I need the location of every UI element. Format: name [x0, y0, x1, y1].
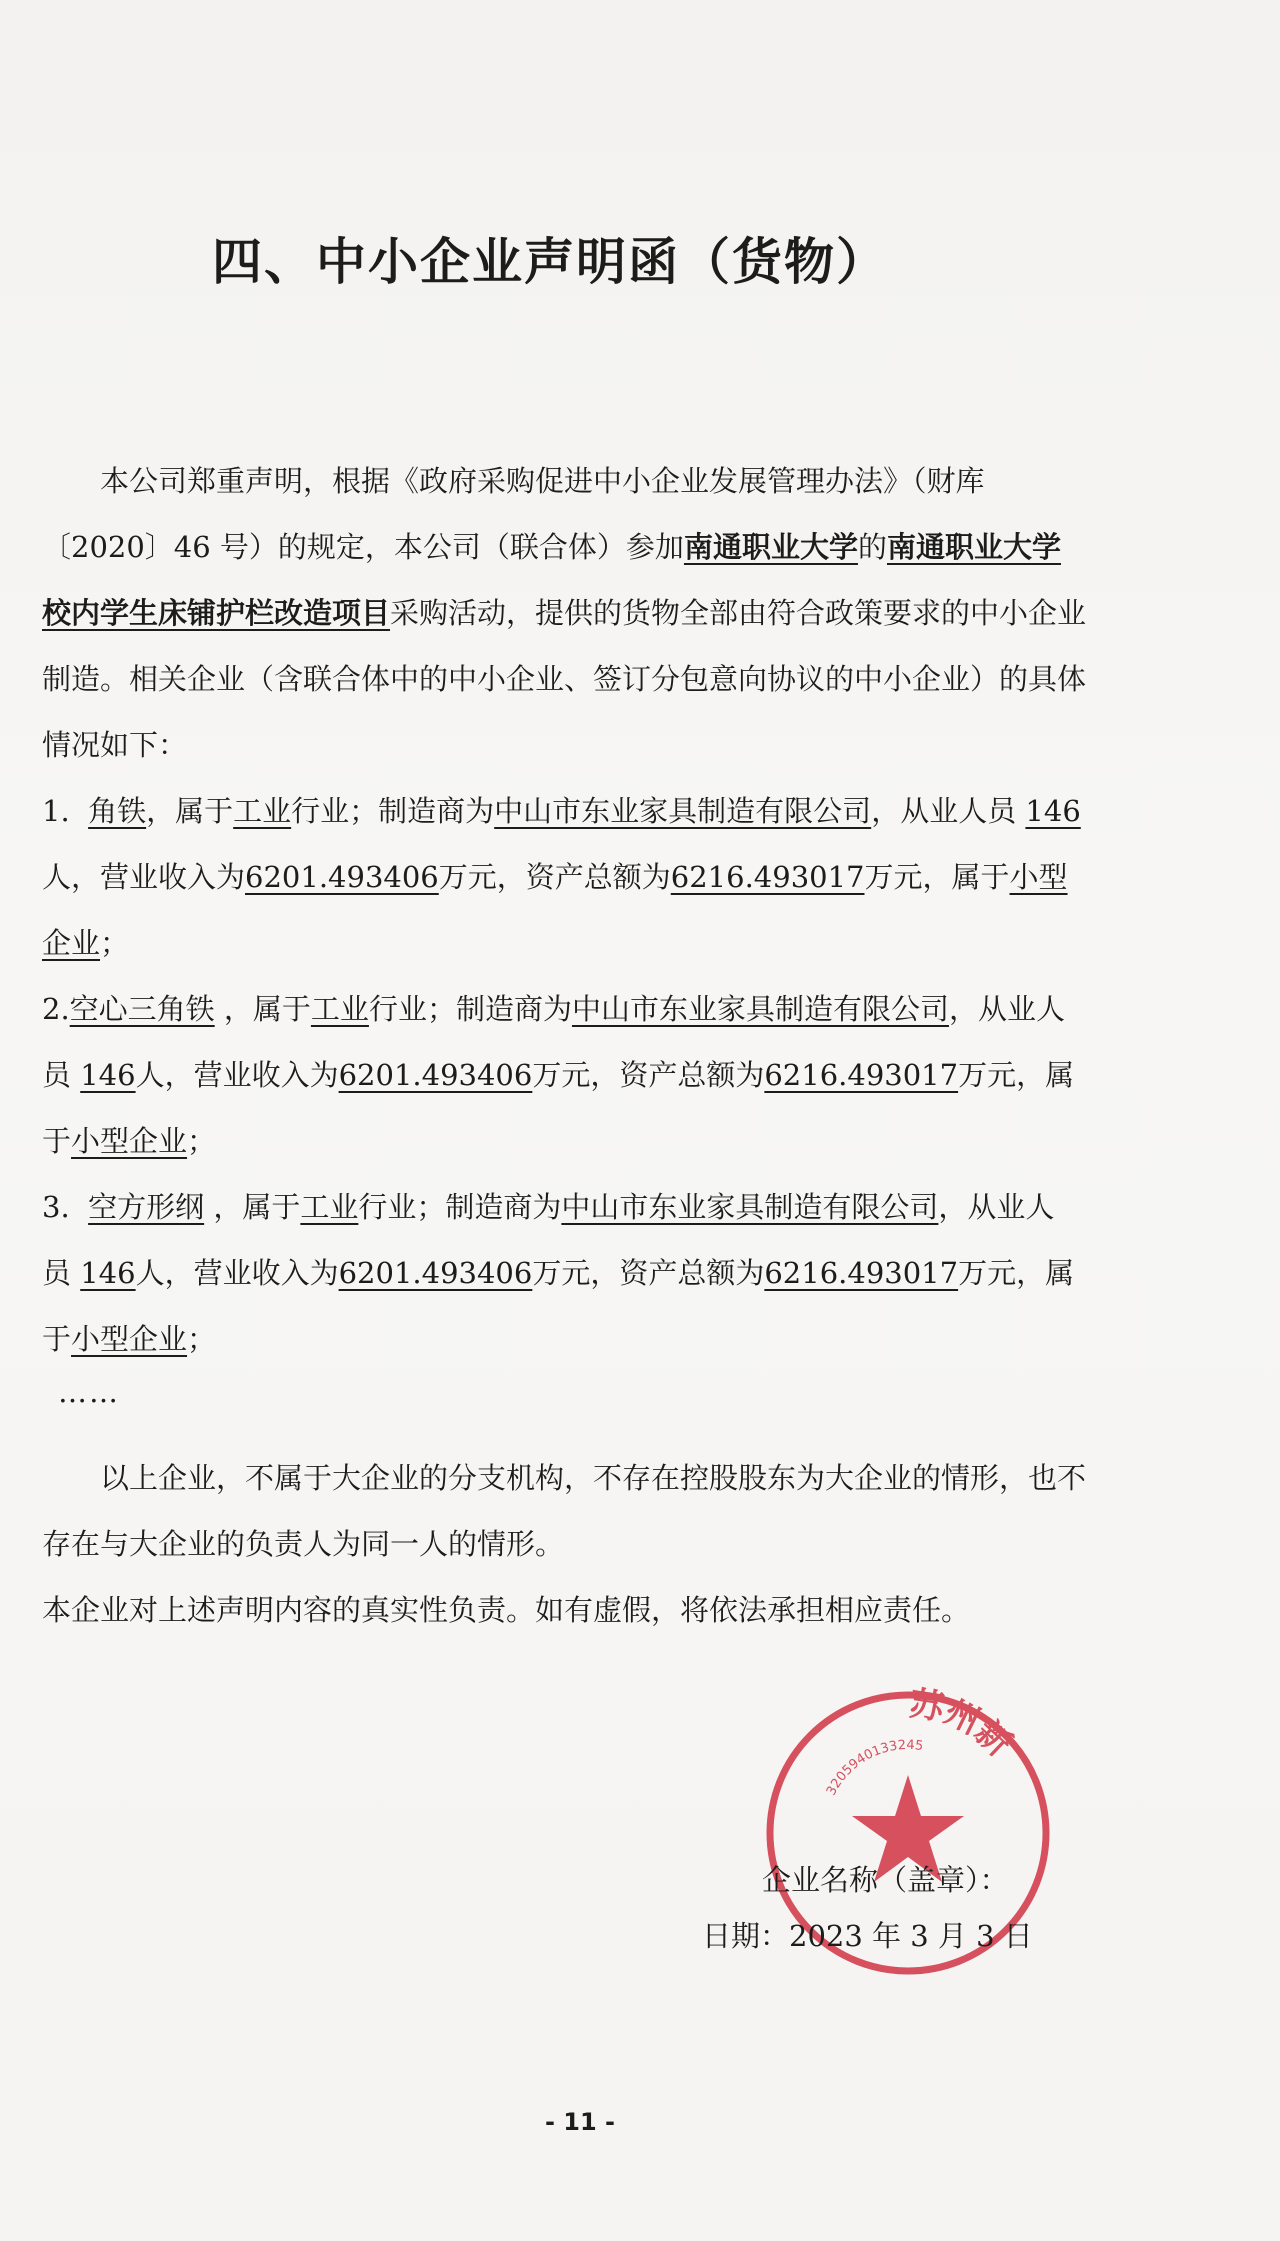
item-text: ，属于 [223, 992, 311, 1026]
item-text: ，属于 [213, 1190, 301, 1224]
closing-section [42, 1445, 1087, 1643]
product-name: 空心三角铁 [69, 992, 215, 1026]
responsibility-statement: 本企业对上述声明内容的真实性负责。如有虚假，将依法承担相应责任。 [42, 1593, 971, 1627]
item-text: 行业；制造商为 [368, 992, 572, 1026]
item-number: 2. [42, 992, 70, 1026]
item-text: ，属于 [146, 794, 234, 828]
intro-paragraph [42, 448, 1087, 778]
item-text: 行业；制造商为 [358, 1190, 562, 1224]
staff-count: 146 [80, 1058, 136, 1092]
enterprise-type: 小型企业 [42, 860, 1068, 960]
product-name: 角铁 [88, 794, 147, 828]
revenue: 6201.493406 [338, 1058, 533, 1092]
page-number: - 11 - [544, 2108, 616, 2136]
enterprise-item [42, 976, 1087, 1174]
company-name-label: 企业名称（盖章）： [762, 1863, 1009, 1897]
seal-code: 3205940133245 [823, 1737, 925, 1799]
total-assets: 6216.493017 [764, 1256, 959, 1290]
staff-count: 146 [80, 1256, 136, 1290]
industry: 工业 [310, 992, 369, 1026]
product-name: 空方形纲 [88, 1190, 205, 1224]
item-text: 万元，属于 [864, 860, 1010, 894]
project-name: 南通职业大学校内学生床铺护栏改造项目 [42, 530, 1061, 630]
enterprise-item [42, 1174, 1087, 1372]
declaration-body [42, 448, 1087, 1372]
item-text: ，从业人员 [42, 992, 1065, 1092]
date-label: 日期：2023 年 3 月 3 日 [702, 1919, 1033, 1953]
item-text: ； [187, 1124, 217, 1158]
item-text: 人，营业收入为 [135, 1058, 339, 1092]
total-assets: 6216.493017 [670, 860, 865, 894]
staff-count: 146 [1025, 794, 1081, 828]
total-assets: 6216.493017 [764, 1058, 959, 1092]
item-text: ； [100, 926, 130, 960]
intro-text-3: 采购活动，提供的货物全部由符合政策要求的中小企业制造。相关企业（含联合体中的中小企业、签订分包意向协议的中小企业）的具体情况如下： [42, 596, 1087, 762]
revenue: 6201.493406 [245, 860, 439, 894]
item-text: 人，营业收入为 [42, 860, 246, 894]
enterprise-type: 小型企业 [71, 1322, 188, 1356]
item-text: 行业；制造商为 [291, 794, 495, 828]
manufacturer: 中山市东业家具制造有限公司 [561, 1190, 939, 1224]
enterprise-type: 小型企业 [71, 1124, 188, 1158]
item-number: 1. [42, 794, 70, 828]
item-text: 万元，属于 [42, 1256, 1075, 1356]
item-text: ； [187, 1322, 217, 1356]
closing-paragraph: 以上企业，不属于大企业的分支机构，不存在控股股东为大企业的情形，也不存在与大企业的负责人为同一人的情形。 [42, 1461, 1087, 1561]
item-text: ，从业人员 [871, 794, 1017, 828]
ellipsis: …… [58, 1375, 120, 1409]
intro-text-2: 的 [857, 530, 887, 564]
item-text: 万元，资产总额为 [438, 860, 671, 894]
industry: 工业 [233, 794, 292, 828]
item-text: 万元，资产总额为 [532, 1058, 765, 1092]
revenue: 6201.493406 [338, 1256, 533, 1290]
item-text: 人，营业收入为 [135, 1256, 339, 1290]
manufacturer: 中山市东业家具制造有限公司 [494, 794, 872, 828]
intro-text-1: 本公司郑重声明，根据《政府采购促进中小企业发展管理办法》（财库〔2020〕46 号）的规定，本公司（联合体）参加 [42, 464, 985, 564]
item-number: 3. [42, 1190, 70, 1224]
document-title: 四、中小企业声明函（货物） [212, 233, 888, 291]
item-text: 万元，属于 [42, 1058, 1075, 1158]
item-text: ，从业人员 [42, 1190, 1055, 1290]
item-text: 万元，资产总额为 [532, 1256, 765, 1290]
buyer-name: 南通职业大学 [683, 530, 858, 564]
seal-company-name: 苏州新 [906, 1683, 1019, 1765]
enterprise-item [42, 778, 1087, 976]
manufacturer: 中山市东业家具制造有限公司 [571, 992, 949, 1026]
industry: 工业 [300, 1190, 359, 1224]
